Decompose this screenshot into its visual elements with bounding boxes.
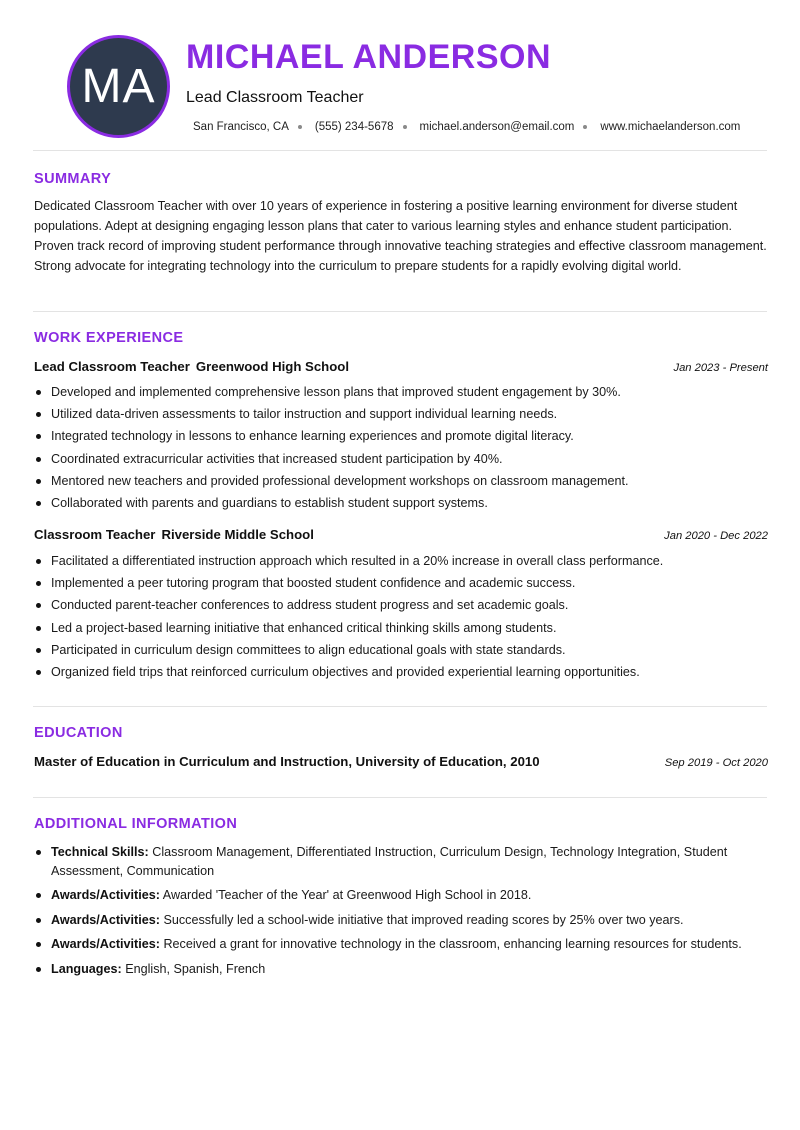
separator-dot: [298, 125, 302, 129]
info-label: Awards/Activities:: [51, 937, 160, 951]
work-experience-heading: WORK EXPERIENCE: [34, 330, 184, 346]
section-divider: [33, 797, 767, 798]
resume-header: [33, 0, 767, 150]
job-header: [34, 527, 768, 542]
info-label: Awards/Activities:: [51, 912, 160, 927]
contact-website: www.michaelanderson.com: [600, 121, 741, 133]
education-heading: EDUCATION: [34, 725, 123, 741]
info-item: [34, 960, 768, 979]
education-dates: Sep 2019 - Oct 2020: [664, 757, 768, 769]
job-dates: Jan 2020 - Dec 2022: [664, 530, 768, 542]
education-degree: Master of Education in Curriculum and Instruction, University of Education, 2010: [34, 754, 540, 769]
info-text: Received a grant for innovative technology in the classroom, enhancing learning resources for students.: [163, 937, 742, 951]
job-bullet: Developed and implemented comprehensive lesson plans that improved student engagement by 30%.: [34, 384, 768, 406]
job-dates: Jan 2023 - Present: [673, 362, 768, 374]
avatar-initials: MA: [81, 60, 156, 113]
candidate-name: MICHAEL ANDERSON: [186, 38, 552, 76]
job-bullet: Mentored new teachers and provided professional development workshops on classroom management.: [34, 473, 768, 495]
additional-info-heading: ADDITIONAL INFORMATION: [34, 816, 238, 832]
info-item: [34, 911, 768, 930]
job-bullet-list: [34, 384, 768, 517]
additional-info-list: [34, 843, 768, 984]
avatar: [67, 35, 170, 138]
contact-line: [193, 121, 740, 133]
job-bullet: Utilized data-driven assessments to tailor instruction and support individual learning needs.: [34, 406, 768, 428]
job-title: [34, 359, 349, 374]
candidate-title: Lead Classroom Teacher: [186, 89, 364, 106]
summary-heading: SUMMARY: [34, 171, 112, 187]
info-text: Awarded 'Teacher of the Year' at Greenwood High School in 2018.: [162, 888, 532, 902]
info-label: Awards/Activities:: [51, 888, 160, 902]
job-bullet: Led a project-based learning initiative that enhanced critical thinking skills among students.: [34, 620, 768, 642]
separator-dot: [583, 125, 587, 129]
job-bullet: Facilitated a differentiated instruction approach which resulted in a 20% increase in overall class performance.: [34, 553, 768, 575]
section-divider: [33, 706, 767, 707]
job-bullet: Integrated technology in lessons to enhance learning experiences and promote digital literacy.: [34, 428, 768, 450]
section-divider: [33, 311, 767, 312]
job-bullet-list: [34, 553, 768, 686]
info-item: [34, 843, 768, 880]
info-text: Classroom Management, Differentiated Instruction, Curriculum Design, Technology Integration, Student Assessment, Communication: [51, 845, 728, 878]
contact-phone: (555) 234-5678: [314, 121, 394, 133]
job-bullet: Collaborated with parents and guardians to establish student support systems.: [34, 495, 768, 517]
summary-text: Dedicated Classroom Teacher with over 10 years of experience in fostering a positive learning environment for diverse student populations. Adept at designing engaging lesson plans that cater to various learning styles and enhance student participation. Proven track record of improving student performance through innovative teaching strategies and effective classroom management. Strong advocate for integrating technology into the curriculum to prepare students for a rapidly evolving digital world.: [34, 199, 767, 273]
info-label: Languages:: [51, 961, 122, 976]
section-divider: [33, 150, 767, 151]
info-item: [34, 935, 768, 954]
job-bullet: Conducted parent-teacher conferences to address student progress and set academic goals.: [34, 597, 768, 619]
job-bullet: Coordinated extracurricular activities that increased student participation by 40%.: [34, 451, 768, 473]
job-bullet: Organized field trips that reinforced curriculum objectives and provided experiential learning opportunities.: [34, 664, 768, 686]
job-header: [34, 359, 768, 374]
contact-email: michael.anderson@email.com: [419, 121, 575, 133]
job-role: Classroom Teacher: [34, 527, 156, 542]
separator-dot: [403, 125, 407, 129]
job-company: Greenwood High School: [195, 359, 349, 374]
job-company: Riverside Middle School: [161, 527, 314, 542]
job-title: [34, 527, 314, 542]
job-bullet: Participated in curriculum design committees to align educational goals with state standards.: [34, 642, 768, 664]
education-entry: [34, 754, 768, 769]
info-item: [34, 886, 768, 905]
info-label: Technical Skills:: [51, 845, 149, 859]
job-role: Lead Classroom Teacher: [34, 359, 190, 374]
contact-location: San Francisco, CA: [193, 121, 289, 133]
job-bullet: Implemented a peer tutoring program that boosted student confidence and academic success.: [34, 575, 768, 597]
info-text: English, Spanish, French: [125, 961, 266, 976]
info-text: Successfully led a school-wide initiative that improved reading scores by 25% over two years.: [163, 912, 684, 927]
